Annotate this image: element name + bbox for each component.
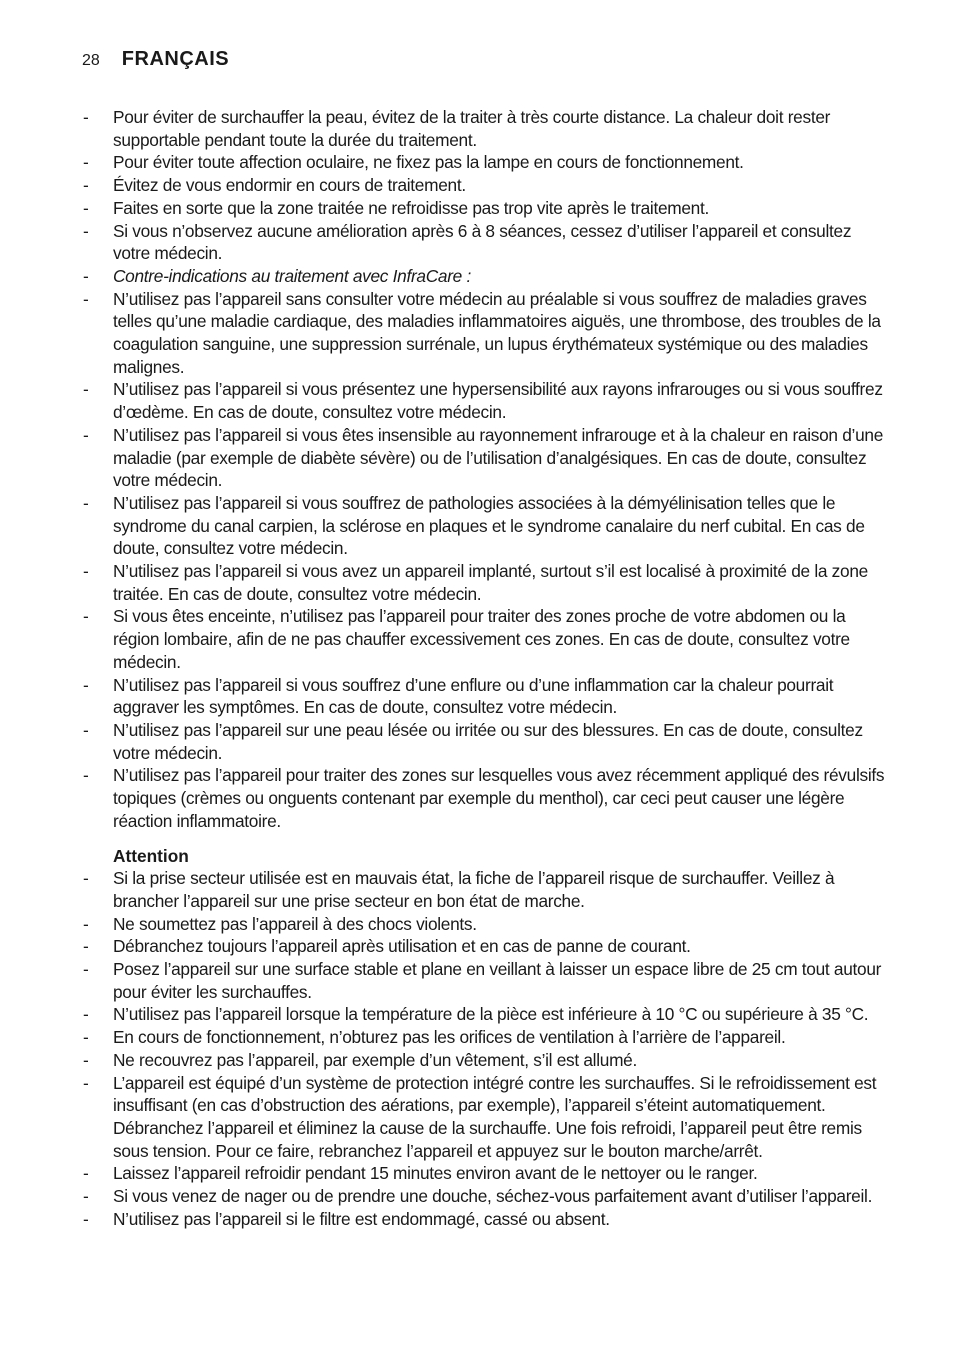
list-item-text: Faites en sorte que la zone traitée ne refroidisse pas trop vite après le traitement. — [113, 197, 709, 218]
bullet-dash: - — [83, 288, 89, 309]
list-item-text: En cours de fonctionnement, n’obturez pas les orifices de ventilation à l’arrière de l’appareil. — [113, 1027, 786, 1048]
list-item-text: L’appareil est équipé d’un système de protection intégré contre les surchauffes. Si le refroidissement est insuffisant (en cas d’obstruction des aérations, par exemple), l’appareil s’éteint automatiquement. Débranchez l’appareil et éliminez la cause de la surchauffe. Une fois refroidi, l’appareil peut être remis sous tension. Pour ce faire, rebranchez l’appareil et appuyez sur le bouton marche/arrêt. — [113, 1072, 877, 1161]
attention-heading: Attention — [113, 845, 189, 866]
list-item — [80, 106, 890, 151]
list-item-text: N’utilisez pas l’appareil si vous êtes insensible au rayonnement infrarouge et à la chaleur en raison d’une maladie (par exemple de diabète sévère) ou de l’utilisation d’analgésiques. En cas de doute, consultez votre médecin. — [113, 424, 884, 491]
list-item — [80, 719, 890, 764]
list-item — [80, 764, 890, 832]
bullet-dash: - — [83, 152, 89, 173]
bullet-dash: - — [83, 765, 89, 786]
list-item — [80, 197, 890, 220]
list-item — [80, 151, 890, 174]
list-item — [80, 1003, 890, 1026]
list-item — [80, 1162, 890, 1185]
list-item — [80, 265, 890, 288]
bullet-dash: - — [83, 719, 89, 740]
list-item-text: Si vous êtes enceinte, n’utilisez pas l’appareil pour traiter des zones proche de votre abdomen ou la région lombaire, afin de ne pas chauffer excessivement ces zones. En cas de doute, consultez votre médecin. — [113, 606, 850, 672]
list-item — [80, 378, 890, 423]
bullet-dash: - — [83, 1072, 89, 1093]
list-item-text: Ne recouvrez pas l’appareil, par exemple d’un vêtement, s’il est allumé. — [113, 1049, 637, 1070]
bullet-dash: - — [83, 197, 89, 218]
list-item-text: Pour éviter de surchauffer la peau, évitez de la traiter à très courte distance. La chaleur doit rester supportable pendant toute la durée du traitement. — [113, 107, 831, 150]
bullet-dash: - — [83, 1186, 89, 1207]
list-item-text: Contre-indications au traitement avec InfraCare : — [113, 265, 471, 286]
bullet-dash: - — [83, 674, 89, 695]
list-item — [80, 1049, 890, 1072]
page-number: 28 — [82, 52, 100, 69]
list-item-text: N’utilisez pas l’appareil lorsque la température de la pièce est inférieure à 10 °C ou supérieure à 35 °C. — [113, 1004, 869, 1025]
list-item-text: N’utilisez pas l’appareil si vous avez un appareil implanté, surtout s’il est localisé à proximité de la zone traitée. En cas de doute, consultez votre médecin. — [113, 561, 868, 604]
bullet-dash: - — [83, 265, 89, 286]
list-item — [80, 867, 890, 912]
list-item-text: N’utilisez pas l’appareil sur une peau lésée ou irritée ou sur des blessures. En cas de doute, consultez votre médecin. — [113, 719, 863, 763]
bullet-dash: - — [83, 606, 89, 627]
list-item — [80, 1072, 890, 1163]
list-item — [80, 958, 890, 1003]
list-item — [80, 605, 890, 673]
bullet-dash: - — [83, 379, 89, 400]
bullet-dash: - — [83, 1208, 89, 1229]
bullet-dash: - — [83, 936, 89, 957]
bullet-dash: - — [83, 492, 89, 513]
list-item-text: Si la prise secteur utilisée est en mauvais état, la fiche de l’appareil risque de surchauffer. Veillez à brancher l’appareil sur une prise secteur en bon état de marche. — [113, 868, 835, 911]
list-item — [80, 913, 890, 936]
list-item — [80, 288, 890, 379]
list-item — [80, 935, 890, 958]
precautions-list — [80, 106, 890, 833]
list-item — [80, 1026, 890, 1049]
bullet-dash: - — [83, 424, 89, 445]
list-item — [80, 560, 890, 605]
list-item — [80, 492, 890, 560]
bullet-dash: - — [83, 1004, 89, 1025]
bullet-dash: - — [83, 913, 89, 934]
language-heading: FRANÇAIS — [121, 48, 230, 70]
list-item-text: N’utilisez pas l’appareil pour traiter des zones sur lesquelles vous avez récemment appliqué des révulsifs topiques (crèmes ou onguents contenant par exemple du menthol), car ceci peut causer une légère réaction inflammatoire. — [113, 765, 885, 831]
list-item-text: Posez l’appareil sur une surface stable et plane en veillant à laisser un espace libre de 25 cm tout autour pour éviter les surchauffes. — [113, 959, 882, 1002]
attention-list — [80, 867, 890, 1230]
page-header — [82, 48, 229, 76]
list-item-text: N’utilisez pas l’appareil si vous souffrez d’une enflure ou d’une inflammation car la chaleur pourrait aggraver les symptômes. En cas de doute, consultez votre médecin. — [113, 674, 834, 718]
bullet-dash: - — [83, 1027, 89, 1048]
list-item-text: Ne soumettez pas l’appareil à des chocs violents. — [113, 913, 477, 934]
list-item-text: Laissez l’appareil refroidir pendant 15 minutes environ avant de le nettoyer ou le ranger. — [113, 1163, 758, 1184]
list-item-text: N’utilisez pas l’appareil si vous souffrez de pathologies associées à la démyélinisation telles que le syndrome du canal carpien, la sclérose en plaques et le syndrome canalaire du nerf cubital. En cas de doute, consultez votre médecin. — [113, 492, 865, 559]
list-item-text: Débranchez toujours l’appareil après utilisation et en cas de panne de courant. — [113, 936, 691, 957]
bullet-dash: - — [83, 107, 89, 127]
list-item — [80, 424, 890, 492]
bullet-dash: - — [83, 868, 89, 889]
list-item-text: Évitez de vous endormir en cours de traitement. — [113, 175, 466, 196]
list-item-text: Si vous venez de nager ou de prendre une douche, séchez-vous parfaitement avant d’utiliser l’appareil. — [113, 1186, 873, 1207]
bullet-dash: - — [83, 1049, 89, 1070]
page-content — [80, 106, 890, 1230]
bullet-dash: - — [83, 959, 89, 980]
list-item-text: N’utilisez pas l’appareil si le filtre est endommagé, cassé ou absent. — [113, 1208, 610, 1229]
list-item — [80, 174, 890, 197]
list-item-text: N’utilisez pas l’appareil si vous présentez une hypersensibilité aux rayons infrarouges ou si vous souffrez d’œdème. En cas de doute, consultez votre médecin. — [113, 379, 883, 423]
bullet-dash: - — [83, 1163, 89, 1184]
list-item — [80, 220, 890, 265]
bullet-dash: - — [83, 220, 89, 241]
bullet-dash: - — [83, 561, 89, 582]
list-item — [80, 1185, 890, 1208]
list-item — [80, 674, 890, 719]
list-item — [80, 1208, 890, 1231]
list-item-text: Si vous n’observez aucune amélioration après 6 à 8 séances, cessez d’utiliser l’appareil et consultez votre médecin. — [113, 220, 852, 264]
list-item-text: N’utilisez pas l’appareil sans consulter votre médecin au préalable si vous souffrez de maladies graves telles qu’une maladie cardiaque, des maladies inflammatoires aiguës, une thrombose, des troubles de la coagulation sanguine, une suppression surrénale, un lupus érythémateux systémique ou des maladies malignes. — [113, 288, 881, 377]
bullet-dash: - — [83, 175, 89, 196]
list-item-text: Pour éviter toute affection oculaire, ne fixez pas la lampe en cours de fonctionnement. — [113, 152, 744, 173]
